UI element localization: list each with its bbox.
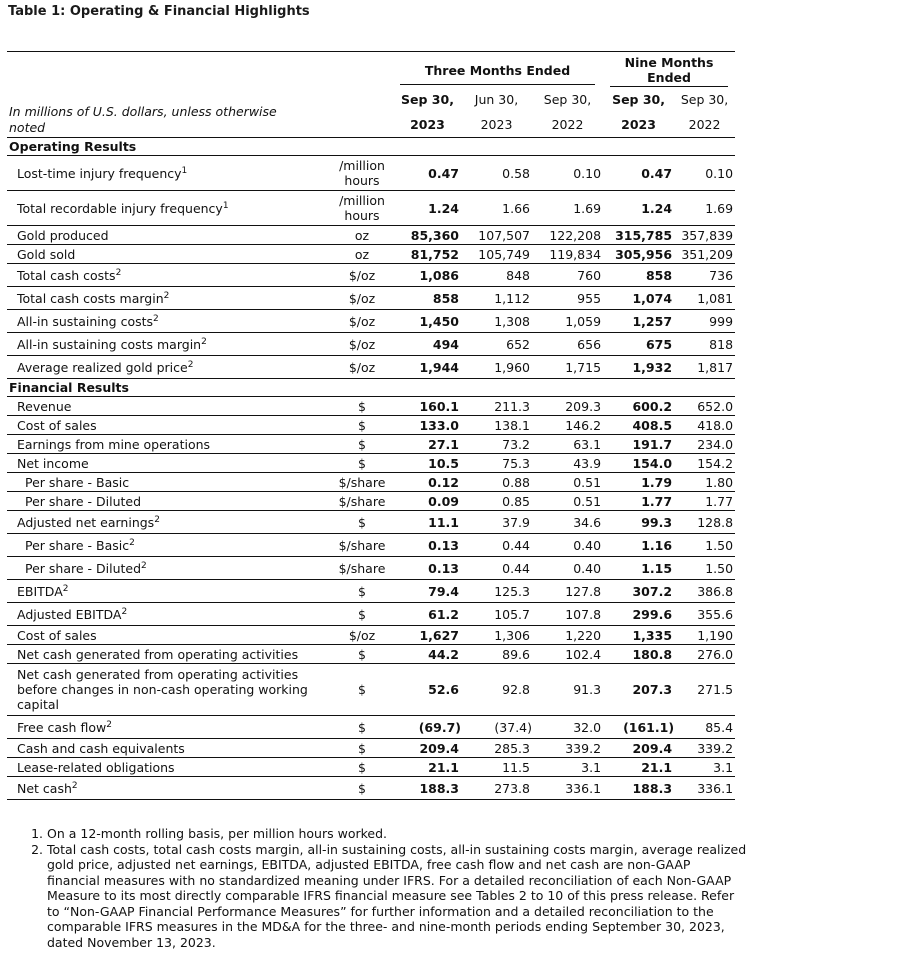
- col-year-9m-2023: 2023: [621, 116, 656, 132]
- row-label-text: Per share - Diluted: [25, 560, 142, 576]
- section-heading: Financial Results: [7, 379, 735, 397]
- row-value: 1,059: [532, 310, 603, 333]
- row-unit: $/oz: [330, 333, 394, 356]
- row-value: 99.3: [603, 511, 674, 534]
- section-operating-results: [7, 138, 735, 156]
- row-value: 3.1: [674, 758, 735, 777]
- row-value: 188.3: [603, 777, 674, 800]
- row-unit: $: [330, 758, 394, 777]
- row-label: [7, 435, 330, 454]
- col-header-period: [603, 87, 674, 111]
- row-label: [7, 310, 330, 333]
- row-unit: $: [330, 416, 394, 435]
- row-value: 1,190: [674, 626, 735, 645]
- row-label-text: Net cash: [17, 780, 72, 796]
- row-label-text: All-in sustaining costs: [17, 313, 154, 329]
- row-value: 999: [674, 310, 735, 333]
- table-row: [7, 435, 735, 454]
- row-unit: $: [330, 454, 394, 473]
- row-value: 339.2: [674, 739, 735, 758]
- row-value: 1.80: [674, 473, 735, 492]
- row-value: 75.3: [461, 454, 532, 473]
- row-value: 0.12: [394, 473, 461, 492]
- row-value: 351,209: [674, 245, 735, 264]
- row-unit: $: [330, 716, 394, 739]
- table-row: [7, 626, 735, 645]
- table-row: [7, 645, 735, 664]
- row-value: 285.3: [461, 739, 532, 758]
- row-value: 357,839: [674, 226, 735, 245]
- row-label-text: Gold produced: [17, 227, 109, 243]
- footnote-marker: 2: [121, 606, 128, 617]
- row-value: 61.2: [394, 603, 461, 626]
- footnote-marker: 2: [115, 267, 122, 278]
- table-row: [7, 226, 735, 245]
- row-value: 81,752: [394, 245, 461, 264]
- row-value: 1,944: [394, 356, 461, 379]
- row-value: 1.24: [603, 191, 674, 226]
- row-value: 1,086: [394, 264, 461, 287]
- row-label-text: Per share - Diluted: [25, 493, 142, 509]
- row-value: 154.2: [674, 454, 735, 473]
- header-period-row: [7, 87, 735, 111]
- row-value: 105.7: [461, 603, 532, 626]
- row-unit: $: [330, 739, 394, 758]
- row-label-text: Gold sold: [17, 246, 76, 262]
- row-unit: $/oz: [330, 626, 394, 645]
- table-row: [7, 356, 735, 379]
- row-value: 125.3: [461, 580, 532, 603]
- footnote-marker: 2: [153, 313, 159, 324]
- col-period-q3-2022: Sep 30,: [543, 91, 592, 107]
- row-label-text: Free cash flow: [17, 719, 107, 735]
- row-value: 27.1: [394, 435, 461, 454]
- row-value: 34.6: [532, 511, 603, 534]
- row-unit: $/oz: [330, 287, 394, 310]
- footnote-marker: 2: [71, 780, 78, 791]
- units-note-cell: [7, 87, 394, 138]
- row-value: 160.1: [394, 397, 461, 416]
- row-value: 1,817: [674, 356, 735, 379]
- row-unit: $/share: [330, 534, 394, 557]
- row-value: 11.5: [461, 758, 532, 777]
- row-unit: $: [330, 397, 394, 416]
- table-row: [7, 397, 735, 416]
- col-year-q3-2023: 2023: [410, 116, 445, 132]
- row-value: 127.8: [532, 580, 603, 603]
- row-unit: $: [330, 511, 394, 534]
- table-row: [7, 758, 735, 777]
- row-value: 0.51: [532, 473, 603, 492]
- row-value: 760: [532, 264, 603, 287]
- footnote-1: 1. On a 12-month rolling basis, per million hours worked.: [47, 826, 747, 842]
- row-label: [7, 626, 330, 645]
- row-value: 652: [461, 333, 532, 356]
- table-row: [7, 191, 735, 226]
- footnote-marker: 2: [141, 560, 147, 571]
- row-label: [7, 397, 330, 416]
- row-label-text: Cost of sales: [17, 417, 97, 433]
- row-value: 1.15: [603, 557, 674, 580]
- row-label-text: Average realized gold price: [17, 359, 188, 375]
- row-unit: /million hours: [330, 156, 394, 191]
- row-value: 122,208: [532, 226, 603, 245]
- row-value: 119,834: [532, 245, 603, 264]
- row-label: [7, 534, 330, 557]
- row-value: 207.3: [603, 664, 674, 716]
- row-value: 276.0: [674, 645, 735, 664]
- footnote-marker: 1: [222, 200, 229, 211]
- row-value: 37.9: [461, 511, 532, 534]
- row-value: 0.58: [461, 156, 532, 191]
- table-row: [7, 603, 735, 626]
- row-value: 858: [603, 264, 674, 287]
- footnote-2: 2. Total cash costs, total cash costs margin, all-in sustaining costs, all-in sustaining costs margin, average realized gold price, adjusted net earnings, EBITDA, adjusted EBITDA, free cash flow and net cash are non-GAAP financial measures with no standardized meaning under IFRS. For a detailed reconciliation of each Non-GAAP Measure to its most directly comparable IFRS financial measure see Tables 2 to 10 of this press release. Refer to “Non-GAAP Financial Performance Measures” for further information and a detailed reconciliation to the comparable IFRS measures in the MD&A for the three- and nine-month periods ending September 30, 2023, dated November 13, 2023.: [47, 842, 747, 951]
- row-unit: $/share: [330, 492, 394, 511]
- row-label: [7, 580, 330, 603]
- row-value: 0.09: [394, 492, 461, 511]
- footnote-marker: 2: [163, 290, 170, 301]
- row-unit: $/oz: [330, 310, 394, 333]
- row-unit: $: [330, 664, 394, 716]
- row-value: 1,074: [603, 287, 674, 310]
- table-row: [7, 264, 735, 287]
- row-label: [7, 156, 330, 191]
- row-label: [7, 716, 330, 739]
- footnote-marker: 2: [154, 514, 160, 525]
- row-label-text: Adjusted net earnings: [17, 514, 155, 530]
- row-value: 0.13: [394, 557, 461, 580]
- row-value: 339.2: [532, 739, 603, 758]
- row-value: 89.6: [461, 645, 532, 664]
- row-label-text: All-in sustaining costs margin: [17, 336, 202, 352]
- table-row: [7, 156, 735, 191]
- row-value: 675: [603, 333, 674, 356]
- row-label-text: EBITDA: [17, 583, 63, 599]
- col-header-period: [674, 87, 735, 111]
- table-row: [7, 739, 735, 758]
- row-label: [7, 333, 330, 356]
- row-value: 0.10: [532, 156, 603, 191]
- row-label: [7, 473, 330, 492]
- row-label: [7, 226, 330, 245]
- table-row: [7, 333, 735, 356]
- row-label: [7, 264, 330, 287]
- row-value: 128.8: [674, 511, 735, 534]
- row-value: 63.1: [532, 435, 603, 454]
- row-value: 10.5: [394, 454, 461, 473]
- row-value: 211.3: [461, 397, 532, 416]
- row-value: (161.1): [603, 716, 674, 739]
- col-header-period: [461, 87, 532, 111]
- table-row: [7, 310, 735, 333]
- table-row: [7, 580, 735, 603]
- header-three-months: [394, 52, 603, 88]
- table-row: [7, 777, 735, 800]
- row-unit: $: [330, 777, 394, 800]
- row-label-text: Cost of sales: [17, 627, 97, 643]
- col-year-9m-2022: 2022: [688, 116, 721, 132]
- row-unit: $/share: [330, 557, 394, 580]
- row-value: 43.9: [532, 454, 603, 473]
- row-value: 0.40: [532, 557, 603, 580]
- row-label-text: Total cash costs margin: [17, 290, 164, 306]
- row-value: 336.1: [674, 777, 735, 800]
- col-period-9m-2022: Sep 30,: [680, 91, 729, 107]
- row-value: 736: [674, 264, 735, 287]
- row-label-text: Total cash costs: [17, 267, 116, 283]
- table-row: [7, 416, 735, 435]
- row-value: 85.4: [674, 716, 735, 739]
- table-row: [7, 245, 735, 264]
- row-value: 818: [674, 333, 735, 356]
- row-unit: $: [330, 645, 394, 664]
- row-value: 0.88: [461, 473, 532, 492]
- financial-highlights-table: [7, 51, 735, 800]
- row-value: 180.8: [603, 645, 674, 664]
- row-value: 73.2: [461, 435, 532, 454]
- col-year-q2-2023: 2023: [480, 116, 513, 132]
- row-value: 1,306: [461, 626, 532, 645]
- row-value: 102.4: [532, 645, 603, 664]
- row-label-text: Earnings from mine operations: [17, 436, 211, 452]
- footnote-marker: 2: [201, 336, 207, 347]
- row-value: 656: [532, 333, 603, 356]
- col-header-year: [674, 111, 735, 138]
- row-value: 1,932: [603, 356, 674, 379]
- row-unit: /million hours: [330, 191, 394, 226]
- row-value: (69.7): [394, 716, 461, 739]
- row-value: 858: [394, 287, 461, 310]
- row-value: 21.1: [394, 758, 461, 777]
- row-value: 1.77: [674, 492, 735, 511]
- row-value: 418.0: [674, 416, 735, 435]
- row-value: 11.1: [394, 511, 461, 534]
- row-value: 307.2: [603, 580, 674, 603]
- row-value: 955: [532, 287, 603, 310]
- table-row: [7, 511, 735, 534]
- row-value: 105,749: [461, 245, 532, 264]
- row-label-text: Per share - Basic: [25, 537, 130, 553]
- row-value: 107.8: [532, 603, 603, 626]
- row-value: 0.40: [532, 534, 603, 557]
- row-label-text: Net income: [17, 455, 89, 471]
- row-value: 209.4: [603, 739, 674, 758]
- col-header-year: [532, 111, 603, 138]
- row-value: 386.8: [674, 580, 735, 603]
- row-label: [7, 356, 330, 379]
- row-unit: oz: [330, 245, 394, 264]
- table-row: [7, 473, 735, 492]
- header-nine-months-label: Nine Months Ended: [610, 55, 728, 87]
- row-label-text: Net cash generated from operating activities: [17, 646, 299, 662]
- row-value: 3.1: [532, 758, 603, 777]
- row-label: [7, 492, 330, 511]
- row-value: 1,335: [603, 626, 674, 645]
- row-value: 0.44: [461, 557, 532, 580]
- row-value: 315,785: [603, 226, 674, 245]
- row-value: 154.0: [603, 454, 674, 473]
- row-value: 0.10: [674, 156, 735, 191]
- col-header-period: [394, 87, 461, 111]
- row-value: 0.85: [461, 492, 532, 511]
- row-label-text: Total recordable injury frequency: [17, 200, 223, 216]
- row-label: [7, 287, 330, 310]
- row-value: 848: [461, 264, 532, 287]
- row-value: 0.13: [394, 534, 461, 557]
- row-value: 336.1: [532, 777, 603, 800]
- row-value: 299.6: [603, 603, 674, 626]
- row-value: 92.8: [461, 664, 532, 716]
- row-label: [7, 739, 330, 758]
- col-header-year: [603, 111, 674, 138]
- row-value: 1.69: [674, 191, 735, 226]
- row-value: 273.8: [461, 777, 532, 800]
- row-label-text: Per share - Basic: [25, 474, 130, 490]
- header-three-months-label: Three Months Ended: [400, 57, 595, 85]
- row-label: [7, 645, 330, 664]
- row-value: 1,257: [603, 310, 674, 333]
- table-row: [7, 287, 735, 310]
- row-value: 138.1: [461, 416, 532, 435]
- footnote-marker: 2: [187, 359, 194, 370]
- row-label-text: Lease-related obligations: [17, 759, 175, 775]
- row-value: 91.3: [532, 664, 603, 716]
- row-label: [7, 245, 330, 264]
- section-heading: Operating Results: [7, 138, 735, 156]
- row-unit: $/share: [330, 473, 394, 492]
- row-value: 32.0: [532, 716, 603, 739]
- row-value: 79.4: [394, 580, 461, 603]
- row-value: 1.66: [461, 191, 532, 226]
- row-value: 0.51: [532, 492, 603, 511]
- row-value: 133.0: [394, 416, 461, 435]
- row-value: 600.2: [603, 397, 674, 416]
- row-value: 1,715: [532, 356, 603, 379]
- row-value: 1.50: [674, 534, 735, 557]
- row-value: 52.6: [394, 664, 461, 716]
- units-note: In millions of U.S. dollars, unless otherwise noted: [9, 104, 277, 135]
- row-value: 21.1: [603, 758, 674, 777]
- col-header-year: [394, 111, 461, 138]
- row-value: 191.7: [603, 435, 674, 454]
- row-value: 355.6: [674, 603, 735, 626]
- row-value: 1,220: [532, 626, 603, 645]
- col-header-year: [461, 111, 532, 138]
- footnote-marker: 2: [106, 719, 112, 730]
- row-unit: $: [330, 603, 394, 626]
- row-value: 107,507: [461, 226, 532, 245]
- row-value: 85,360: [394, 226, 461, 245]
- row-value: 0.47: [394, 156, 461, 191]
- table-row: [7, 716, 735, 739]
- footnote-marker: 2: [62, 583, 69, 594]
- row-value: 1.79: [603, 473, 674, 492]
- row-label: [7, 603, 330, 626]
- row-label-text: Lost-time injury frequency: [17, 165, 182, 181]
- table-title: Table 1: Operating & Financial Highlights: [8, 4, 310, 19]
- row-value: 408.5: [603, 416, 674, 435]
- row-value: 234.0: [674, 435, 735, 454]
- table-row: [7, 557, 735, 580]
- row-value: 209.4: [394, 739, 461, 758]
- row-unit: $: [330, 580, 394, 603]
- row-value: (37.4): [461, 716, 532, 739]
- row-label-text: Adjusted EBITDA: [17, 606, 122, 622]
- section-financial-results: [7, 379, 735, 397]
- row-value: 1,112: [461, 287, 532, 310]
- row-value: 209.3: [532, 397, 603, 416]
- row-value: 305,956: [603, 245, 674, 264]
- row-value: 1,308: [461, 310, 532, 333]
- row-label: [7, 758, 330, 777]
- footnote-marker: 1: [181, 165, 188, 176]
- row-value: 1,960: [461, 356, 532, 379]
- row-label: [7, 416, 330, 435]
- row-label: [7, 777, 330, 800]
- footnotes: [30, 826, 747, 950]
- row-value: 271.5: [674, 664, 735, 716]
- row-label: [7, 191, 330, 226]
- col-period-q3-2023: Sep 30,: [401, 91, 454, 107]
- row-value: 0.44: [461, 534, 532, 557]
- footnote-marker: 2: [129, 537, 135, 548]
- row-value: 1,450: [394, 310, 461, 333]
- row-label: [7, 557, 330, 580]
- row-label: [7, 454, 330, 473]
- row-unit: $/oz: [330, 356, 394, 379]
- row-value: 1.77: [603, 492, 674, 511]
- row-label-text: Revenue: [17, 398, 72, 414]
- row-value: 146.2: [532, 416, 603, 435]
- row-value: 1.69: [532, 191, 603, 226]
- row-value: 0.47: [603, 156, 674, 191]
- row-value: 1.50: [674, 557, 735, 580]
- row-unit: $: [330, 435, 394, 454]
- table-row: [7, 454, 735, 473]
- row-value: 652.0: [674, 397, 735, 416]
- row-label-text: Net cash generated from operating activities before changes in non-cash operating working capital: [17, 667, 308, 712]
- table-row: [7, 492, 735, 511]
- col-period-9m-2023: Sep 30,: [612, 91, 665, 107]
- row-value: 1.16: [603, 534, 674, 557]
- col-header-period: [532, 87, 603, 111]
- table-row: [7, 534, 735, 557]
- row-value: 44.2: [394, 645, 461, 664]
- row-label-text: Cash and cash equivalents: [17, 740, 185, 756]
- row-label: [7, 664, 330, 716]
- header-nine-months: [603, 52, 735, 88]
- table-row: [7, 664, 735, 716]
- row-value: 188.3: [394, 777, 461, 800]
- row-label: [7, 511, 330, 534]
- col-year-q3-2022: 2022: [551, 116, 584, 132]
- row-value: 494: [394, 333, 461, 356]
- row-unit: oz: [330, 226, 394, 245]
- header-group-row: [7, 52, 735, 88]
- row-value: 1,081: [674, 287, 735, 310]
- row-value: 1,627: [394, 626, 461, 645]
- row-value: 1.24: [394, 191, 461, 226]
- col-period-q2-2023: Jun 30,: [474, 91, 519, 107]
- row-unit: $/oz: [330, 264, 394, 287]
